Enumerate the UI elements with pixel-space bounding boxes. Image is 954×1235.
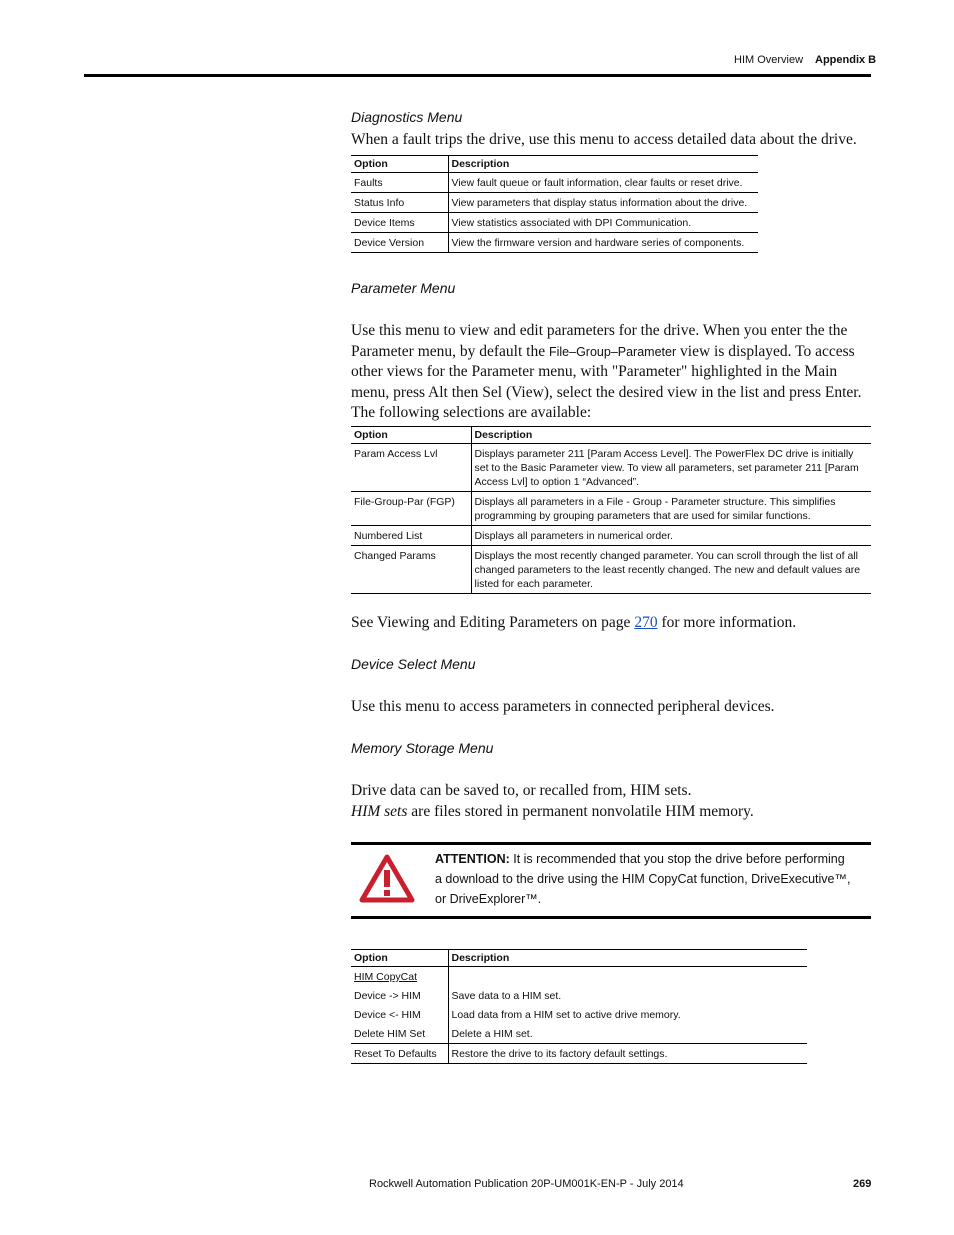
footer-publication: Rockwell Automation Publication 20P-UM001K-EN-P - July 2014 (369, 1178, 684, 1190)
table-row (351, 233, 758, 253)
option-cell: Changed Params (351, 546, 471, 594)
him-copycat-option[interactable]: HIM CopyCat (354, 971, 418, 983)
column-header-option: Option (351, 156, 448, 173)
table-row (351, 1024, 807, 1044)
table-row (351, 1005, 807, 1024)
table-row (351, 526, 871, 546)
diagnostics-table (351, 155, 758, 253)
option-cell: Numbered List (351, 526, 471, 546)
option-cell: Device Items (351, 213, 448, 233)
description-cell: Displays the most recently changed parameter. You can scroll through the list of all changed parameters to the least recently changed. The new and default values are listed for each parameter. (471, 546, 871, 594)
memory-line1: Drive data can be saved to, or recalled from, HIM sets. (351, 782, 692, 799)
parameter-intro (351, 321, 873, 424)
option-cell: Reset To Defaults (351, 1044, 448, 1064)
memory-line2-rest: are files stored in permanent nonvolatile HIM memory. (407, 803, 754, 820)
option-cell: Device Version (351, 233, 448, 253)
description-cell: View fault queue or fault information, clear faults or reset drive. (448, 173, 758, 193)
see-also-part2: for more information. (657, 614, 797, 631)
parameter-intro-part1: Use this menu to view and edit parameters for the drive. When you enter the the Parameter menu, by default the (351, 322, 848, 360)
warning-triangle-icon (359, 853, 415, 908)
table-row (351, 986, 807, 1005)
description-cell: Displays all parameters in a File - Group - Parameter structure. This simplifies programming by grouping parameters that are used for similar functions. (471, 492, 871, 526)
table-row (351, 1044, 807, 1064)
table-row (351, 173, 758, 193)
option-cell: Delete HIM Set (351, 1024, 448, 1044)
attention-text (435, 849, 855, 909)
table-row (351, 546, 871, 594)
column-header-description: Description (471, 427, 871, 444)
device-select-text: Use this menu to access parameters in connected peripheral devices. (351, 698, 775, 715)
option-cell: Device <- HIM (354, 1009, 421, 1021)
parameter-table (351, 426, 871, 594)
description-cell: View statistics associated with DPI Communication. (448, 213, 758, 233)
memory-table (351, 949, 807, 1064)
memory-heading: Memory Storage Menu (351, 740, 494, 756)
table-row (351, 492, 871, 526)
diagnostics-heading: Diagnostics Menu (351, 109, 463, 125)
option-cell: Device -> HIM (354, 990, 421, 1002)
column-header-description: Description (448, 950, 807, 967)
description-cell: View the firmware version and hardware series of components. (448, 233, 758, 253)
see-also-part1: See Viewing and Editing Parameters on page (351, 614, 635, 631)
table-row (351, 967, 807, 987)
him-sets-term: HIM sets (351, 803, 408, 820)
description-cell (448, 967, 807, 987)
parameter-intro-view-name: File–Group–Parameter (548, 344, 677, 359)
header-rule (84, 74, 871, 77)
table-row (351, 444, 871, 492)
table-row (351, 213, 758, 233)
diagnostics-intro: When a fault trips the drive, use this menu to access detailed data about the drive. (351, 131, 857, 148)
description-cell: Delete a HIM set. (448, 1024, 807, 1044)
parameter-intro-part2: view is displayed. To access other views for the Parameter menu, with "Parameter" highlighted in the Main menu, press Alt then Sel (View), select the desired view in the list and press Enter. The following selections are available: (351, 342, 862, 421)
column-header-description: Description (448, 156, 758, 173)
memory-line2 (351, 802, 873, 823)
description-cell: Displays parameter 211 [Param Access Level]. The PowerFlex DC drive is initially set to the Basic Parameter view. To view all parameters, set parameter 211 [Param Access Lvl] to option 1 “Advanced”. (471, 444, 871, 492)
description-cell: Save data to a HIM set. (448, 986, 807, 1005)
header-appendix-label: Appendix B (815, 54, 877, 66)
option-cell: Param Access Lvl (351, 444, 471, 492)
description-cell: Displays all parameters in numerical order. (471, 526, 871, 546)
column-header-option: Option (351, 950, 448, 967)
option-cell: Status Info (351, 193, 448, 213)
description-cell: View parameters that display status information about the drive. (448, 193, 758, 213)
description-cell: Restore the drive to its factory default settings. (448, 1044, 807, 1064)
table-row (351, 193, 758, 213)
option-cell: Faults (351, 173, 448, 193)
page-number: 269 (853, 1178, 872, 1190)
header-section-title: HIM Overview (734, 54, 804, 66)
parameter-heading: Parameter Menu (351, 280, 456, 296)
attention-message: It is recommended that you stop the drive before performing a download to the drive using the HIM CopyCat function, DriveExecutive™, or DriveExplorer™. (435, 852, 851, 906)
page-270-link[interactable]: 270 (634, 614, 658, 631)
column-header-option: Option (351, 427, 471, 444)
description-cell: Load data from a HIM set to active drive memory. (448, 1005, 807, 1024)
option-cell: File-Group-Par (FGP) (351, 492, 471, 526)
device-select-heading: Device Select Menu (351, 656, 476, 672)
see-also-text (351, 613, 873, 634)
attention-label: ATTENTION: (435, 852, 510, 866)
